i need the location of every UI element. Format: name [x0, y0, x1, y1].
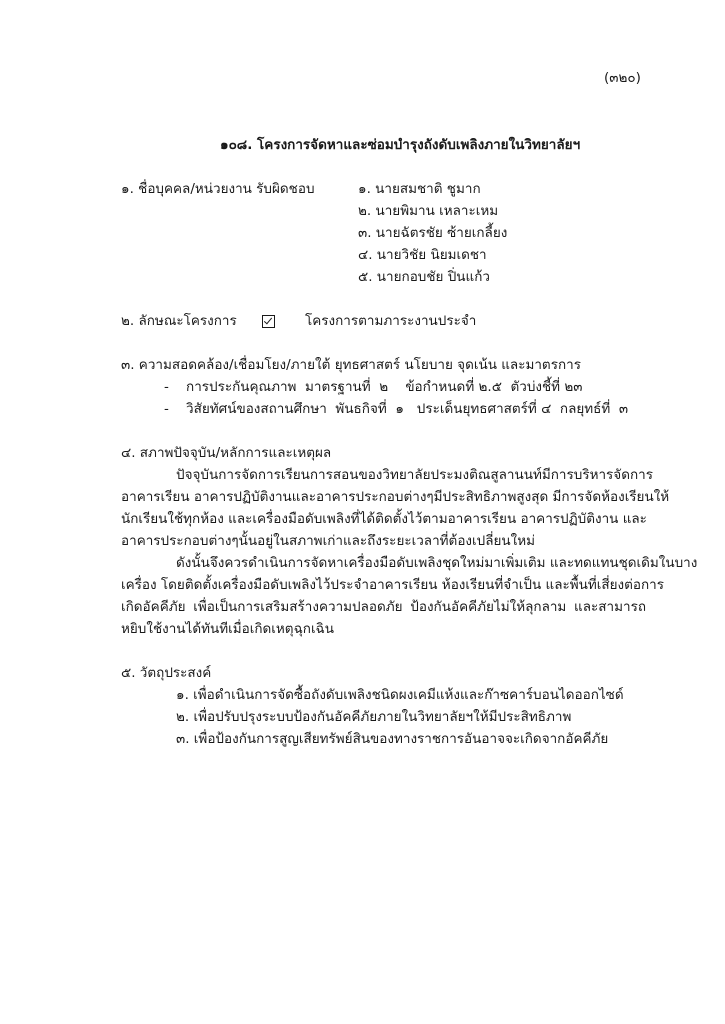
project-type-option: โครงการตามภาระงานประจำ: [305, 313, 477, 329]
section1-label: ๑. ชื่อบุคคล/หน่วยงาน รับผิดชอบ: [121, 181, 315, 197]
page-number: (๓๒๐): [604, 70, 641, 86]
section3-label: ๓. ความสอดคล้อง/เชื่อมโยง/ภายใต้ ยุทธศาสตร์ นโยบาย จุดเน้น และมาตรการ: [121, 357, 581, 373]
rationale-line-1: ปัจจุบันการจัดการเรียนการสอนของวิทยาลัยประมงติณสูลานนท์มีการบริหารจัดการ: [176, 467, 653, 483]
alignment-item-1: - การประกันคุณภาพ มาตรฐานที่ ๒ ข้อกำหนดที่ ๒.๕ ตัวบ่งชี้ที่ ๒๓: [164, 379, 583, 395]
rationale-line-4: อาคารประกอบต่างๆนั้นอยู่ในสภาพเก่าและถึงระยะเวลาที่ต้องเปลี่ยนใหม่: [121, 533, 535, 549]
section4-label: ๔. สภาพปัจจุบัน/หลักการและเหตุผล: [121, 445, 332, 461]
objective-1: ๑. เพื่อดำเนินการจัดซื้อถังดับเพลิงชนิดผงเคมีแห้งและก๊าซคาร์บอนไดออกไซด์: [176, 687, 624, 703]
person-2: ๒. นายพิมาน เหลาะเหม: [358, 203, 499, 219]
rationale-line-5: ดังนั้นจึงควรดำเนินการจัดหาเครื่องมือดับเพลิงชุดใหม่มาเพิ่มเติม และทดแทนชุดเดิมในบาง: [176, 555, 698, 571]
rationale-line-6: เครื่อง โดยติดตั้งเครื่องมือดับเพลิงไว้ประจำอาคารเรียน ห้องเรียนที่จำเป็น และพื้นที่เสี่ยงต่อการ: [121, 577, 664, 593]
alignment-item-2: - วิสัยทัศน์ของสถานศึกษา พันธกิจที่ ๑ ประเด็นยุทธศาสตร์ที่ ๔ กลยุทธ์ที่ ๓: [164, 401, 629, 417]
person-3: ๓. นายฉัตรชัย ซ้ายเกลี้ยง: [358, 225, 508, 241]
rationale-line-7: เกิดอัคคีภัย เพื่อเป็นการเสริมสร้างความปลอดภัย ป้องกันอัคคีภัยไม่ให้ลุกลาม และสามารถ: [121, 599, 646, 615]
rationale-line-3: นักเรียนใช้ทุกห้อง และเครื่องมือดับเพลิงที่ได้ติดตั้งไว้ตามอาคารเรียน อาคารปฏิบัติงาน และ: [121, 511, 647, 527]
person-5: ๕. นายกอบชัย ปิ่นแก้ว: [358, 269, 490, 285]
section2-label: ๒. ลักษณะโครงการ: [121, 313, 237, 329]
objective-3: ๓. เพื่อป้องกันการสูญเสียทรัพย์สินของทางราชการอันอาจจะเกิดจากอัคคีภัย: [176, 731, 609, 747]
rationale-line-2: อาคารเรียน อาคารปฏิบัติงานและอาคารประกอบต่างๆมีประสิทธิภาพสูงสุด มีการจัดห้องเรียนให้: [121, 489, 670, 505]
person-4: ๔. นายวิชัย นิยมเดชา: [358, 247, 487, 263]
page-title: ๑๐๘. โครงการจัดหาและซ่อมบำรุงถังดับเพลิงภายในวิทยาลัยฯ: [220, 137, 581, 153]
objective-2: ๒. เพื่อปรับปรุงระบบป้องกันอัคคีภัยภายในวิทยาลัยฯให้มีประสิทธิภาพ: [176, 709, 572, 725]
checked-checkbox-icon: [262, 315, 275, 328]
section5-label: ๕. วัตถุประสงค์: [121, 665, 212, 681]
rationale-line-8: หยิบใช้งานได้ทันทีเมื่อเกิดเหตุฉุกเฉิน: [121, 621, 334, 637]
person-1: ๑. นายสมชาติ ชูมาก: [358, 181, 481, 197]
